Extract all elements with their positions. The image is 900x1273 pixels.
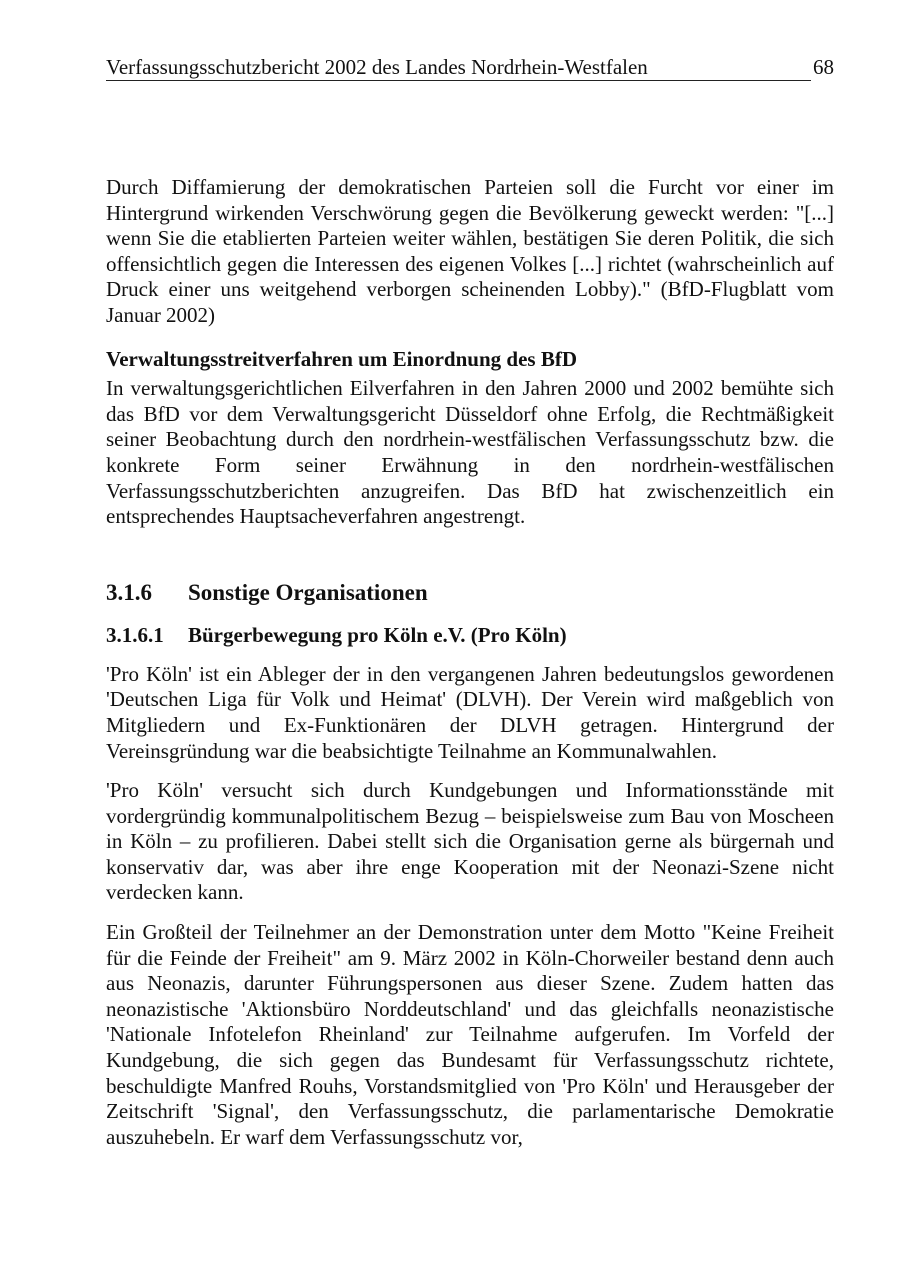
subsection-title: Bürgerbewegung pro Köln e.V. (Pro Köln) <box>188 622 567 647</box>
subsection-heading <box>106 622 834 648</box>
body-paragraph: Ein Großteil der Teilnehmer an der Demonstration unter dem Motto "Keine Freiheit für die Feinde der Freiheit" am 9. März 2002 in Köln-Chorweiler bestand denn auch aus Neonazis, darunter Führungspersonen aus dieser Szene. Zudem hatten das neonazistische 'Aktionsbüro Norddeutschland' und das gleichfalls neonazistische 'Nationale Infotelefon Rheinland' zur Teilnahme aufgerufen. Im Vorfeld der Kundgebung, die sich gegen das Bundesamt für Verfassungsschutz richtete, beschuldigte Manfred Rouhs, Vorstandsmitglied von 'Pro Köln' und Herausgeber der Zeitschrift 'Signal', den Verfassungsschutz, die parlamentarische Demokratie auszuhebeln. Er warf dem Verfassungsschutz vor, <box>106 920 834 1149</box>
section-heading <box>106 578 834 608</box>
running-header-title: Verfassungsschutzbericht 2002 des Landes Nordrhein-Westfalen <box>106 54 811 81</box>
page-body <box>106 175 834 1150</box>
body-paragraph: 'Pro Köln' versucht sich durch Kundgebungen und Informationsstände mit vordergründig kommunalpolitischem Bezug – beispielsweise zum Bau von Moscheen in Köln – zu profilieren. Dabei stellt sich die Organisation gerne als bürgernah und konservativ dar, was aber ihre enge Kooperation mit der Neonazi-Szene nicht verdecken kann. <box>106 778 834 905</box>
subheading-paragraph: In verwaltungsgerichtlichen Eilverfahren in den Jahren 2000 und 2002 bemühte sich das BfD vor dem Verwaltungsgericht Düsseldorf ohne Erfolg, die Rechtmäßigkeit seiner Beobachtung durch den nordrhein-westfälischen Verfassungsschutz bzw. die konkrete Form seiner Erwähnung in den nordrhein-westfälischen Verfassungsschutzberichten anzugreifen. Das BfD hat zwischenzeitlich ein entsprechendes Hauptsacheverfahren angestrengt. <box>106 376 834 529</box>
subsection-number: 3.1.6.1 <box>106 622 164 647</box>
page-number: 68 <box>813 55 834 79</box>
section-number: 3.1.6 <box>106 579 152 605</box>
body-paragraph: 'Pro Köln' ist ein Ableger der in den vergangenen Jahren bedeutungslos gewordenen 'Deutschen Liga für Volk und Heimat' (DLVH). Der Verein wird maßgeblich von Mitgliedern und Ex-Funktionären der DLVH getragen. Hintergrund der Vereinsgründung war die beabsichtigte Teilnahme an Kommunalwahlen. <box>106 661 834 763</box>
page-header <box>106 54 834 82</box>
intro-paragraph: Durch Diffamierung der demokratischen Parteien soll die Furcht vor einer im Hintergrund wirkenden Verschwörung gegen die Bevölkerung geweckt werden: "[...] wenn Sie die etablierten Parteien weiter wählen, bestätigen Sie deren Politik, die sich offensichtlich gegen die Interessen des eigenen Volkes [...] richtet (wahrscheinlich auf Druck einer uns weitgehend verborgen scheinenden Lobby)." (BfD-Flugblatt vom Januar 2002) <box>106 175 834 327</box>
subheading: Verwaltungsstreitverfahren um Einordnung des BfD <box>106 346 577 371</box>
section-title: Sonstige Organisationen <box>188 579 428 605</box>
